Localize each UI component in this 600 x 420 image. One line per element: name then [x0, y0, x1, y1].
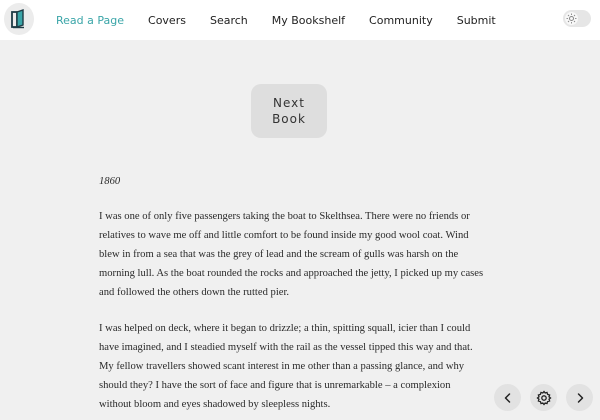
settings-button[interactable] [530, 384, 557, 411]
previous-page-button[interactable] [494, 384, 521, 411]
next-page-button[interactable] [566, 384, 593, 411]
top-navigation-bar [0, 0, 600, 40]
sun-icon [565, 12, 578, 25]
next-book-button[interactable]: Next Book [251, 84, 327, 138]
reading-text [99, 172, 484, 420]
chapter-year: 1860 [99, 176, 121, 187]
chevron-right-icon [574, 392, 586, 404]
nav-read-a-page[interactable]: Read a Page [56, 13, 125, 27]
main-nav [56, 0, 520, 40]
book-logo-icon[interactable] [4, 3, 34, 35]
nav-submit[interactable]: Submit [456, 13, 496, 27]
nav-my-bookshelf[interactable]: My Bookshelf [271, 13, 346, 27]
nav-search[interactable]: Search [209, 13, 248, 27]
paragraph: I was one of only five passengers taking the boat to Skelthsea. There were no friends or relatives to wave me off and little comfort to be found inside my good wool coat. Wind blew in from a sea that was the grey of lead and the scream of gulls was harsh on the morning lull. As the boat rounded the rocks and approached the jetty, I picked up my cases and followed the others down the rutted pier. [99, 211, 484, 298]
gear-icon [536, 390, 552, 406]
chevron-left-icon [502, 392, 514, 404]
nav-community[interactable]: Community [369, 13, 433, 27]
nav-covers[interactable]: Covers [148, 13, 186, 27]
theme-toggle[interactable] [563, 10, 591, 27]
paragraph: I was helped on deck, where it began to drizzle; a thin, spitting squall, icier than I could have imagined, and I steadied myself with the rail as the vessel tipped this way and that. My fellow travellers showed scant interest in me other than a passing glance, and why should they? I have the sort of face and figure that is unremarkable – a complexion without bloom and eyes shadowed by sleepless nights. [99, 323, 473, 410]
